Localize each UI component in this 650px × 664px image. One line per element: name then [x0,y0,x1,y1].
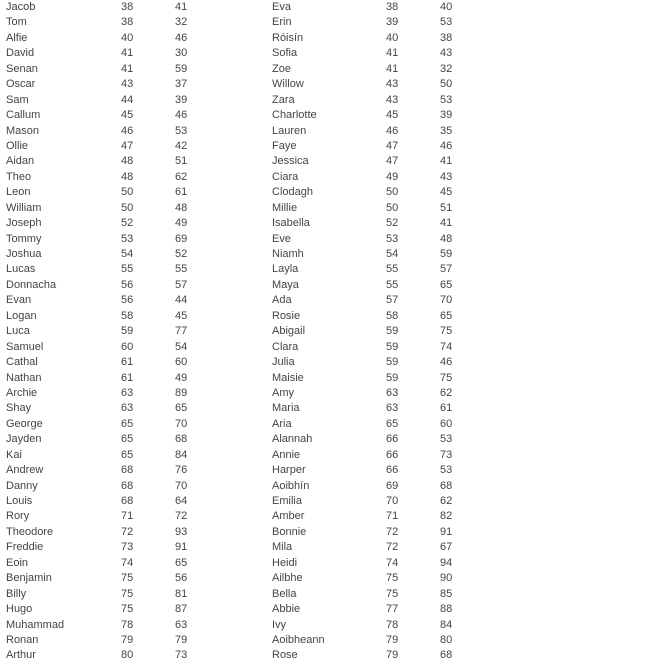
value-cell-1: 71 [121,510,134,523]
name-cell: Annie [272,448,301,461]
name-cell: Maya [272,278,299,291]
value-cell-1: 47 [386,139,399,152]
value-cell-1: 41 [121,62,134,75]
value-cell-1: 65 [121,417,134,430]
value-cell-2: 70 [440,294,453,307]
value-cell-1: 72 [386,541,399,554]
value-cell-2: 59 [440,248,453,260]
name-cell: Sofia [272,47,298,60]
value-cell-1: 46 [386,124,399,137]
value-cell-1: 55 [121,263,134,276]
name-cell: Willow [272,78,304,91]
name-cell: Andrew [6,464,44,477]
name-cell: Callum [6,109,41,122]
name-cell: Ailbhe [272,572,303,585]
name-cell: William [6,201,42,214]
value-cell-1: 59 [386,325,399,338]
value-cell-1: 73 [121,541,134,554]
value-cell-1: 54 [386,248,399,260]
name-cell: Bella [272,587,297,600]
value-cell-2: 62 [440,386,453,399]
value-cell-1: 79 [386,633,399,646]
value-cell-2: 72 [175,510,188,523]
value-cell-1: 68 [121,464,134,477]
value-cell-1: 57 [386,294,399,307]
value-cell-2: 65 [440,309,453,322]
name-cell: Faye [272,139,297,152]
name-cell: Rory [6,510,30,523]
value-cell-2: 80 [440,633,453,646]
name-cell: Danny [6,479,38,492]
value-cell-1: 65 [121,448,134,461]
value-cell-2: 73 [175,649,188,662]
value-cell-1: 59 [386,356,399,369]
name-cell: Róisín [272,31,304,44]
value-cell-2: 74 [440,340,453,353]
name-cell: Hugo [6,603,33,616]
name-cell: Theo [6,170,32,183]
value-cell-1: 59 [386,340,399,353]
value-cell-1: 54 [121,248,134,260]
name-cell: Aidan [6,155,35,168]
value-cell-1: 55 [386,278,399,291]
name-cell: Tommy [6,232,42,245]
value-cell-2: 65 [175,402,188,415]
value-cell-1: 46 [121,124,134,137]
name-cell: Benjamin [6,572,52,585]
value-cell-2: 76 [175,464,188,477]
value-cell-2: 91 [175,541,188,554]
value-cell-1: 61 [121,356,134,369]
name-cell: George [6,417,43,430]
name-cell: Julia [272,356,295,369]
name-cell: Jayden [6,433,42,446]
value-cell-1: 63 [386,402,399,415]
value-cell-1: 43 [386,78,399,91]
name-cell: Abigail [272,325,306,338]
name-cell: Heidi [272,556,298,569]
value-cell-1: 75 [121,572,134,585]
name-cell: Alfie [6,31,28,44]
value-cell-1: 53 [121,232,134,245]
value-cell-1: 68 [121,495,134,507]
name-cell: Alannah [272,433,313,446]
value-cell-2: 70 [175,417,188,430]
value-cell-2: 53 [440,464,453,477]
value-cell-2: 54 [175,340,188,353]
value-cell-1: 38 [386,1,399,13]
value-cell-1: 52 [386,217,399,230]
value-cell-2: 41 [440,155,453,168]
value-cell-2: 85 [440,587,453,600]
value-cell-1: 68 [121,479,134,492]
name-cell: Eva [272,1,291,13]
value-cell-2: 48 [440,232,453,245]
name-cell: Mila [272,541,293,554]
value-cell-1: 41 [386,62,399,75]
value-cell-2: 75 [440,325,453,338]
value-cell-1: 71 [386,510,399,523]
value-cell-1: 45 [121,109,134,122]
value-cell-2: 68 [175,433,188,446]
value-cell-1: 43 [121,78,134,91]
value-cell-2: 81 [175,587,188,600]
value-cell-1: 74 [121,556,134,569]
value-cell-2: 67 [440,541,453,554]
value-cell-1: 80 [121,649,134,662]
value-cell-1: 70 [386,495,399,507]
value-cell-1: 65 [386,417,399,430]
name-cell: Ivy [272,618,287,631]
value-cell-2: 53 [440,433,453,446]
value-cell-1: 59 [386,371,399,384]
name-cell: Emilia [272,495,302,507]
value-cell-2: 57 [440,263,453,276]
name-cell: Isabella [272,217,310,230]
name-cell: Ronan [6,633,39,646]
value-cell-1: 66 [386,448,399,461]
value-cell-2: 90 [440,572,453,585]
name-cell: Oscar [6,78,36,91]
name-cell: Charlotte [272,109,317,122]
value-cell-1: 72 [121,525,134,538]
value-cell-2: 32 [175,16,188,29]
value-cell-2: 64 [175,495,188,507]
value-cell-2: 60 [440,417,453,430]
name-cell: Bonnie [272,525,307,538]
value-cell-2: 40 [440,1,453,13]
value-cell-2: 39 [175,93,188,106]
value-cell-1: 75 [121,603,134,616]
name-cell: Evan [6,294,32,307]
value-cell-1: 79 [386,649,399,662]
value-cell-2: 51 [175,155,188,168]
value-cell-1: 47 [121,139,134,152]
name-cell: Archie [6,386,38,399]
value-cell-2: 65 [175,556,188,569]
value-cell-1: 41 [386,47,399,60]
value-cell-2: 41 [175,1,188,13]
name-cell: Erin [272,16,292,29]
value-cell-2: 68 [440,479,453,492]
value-cell-2: 46 [440,356,453,369]
value-cell-1: 50 [121,201,134,214]
value-cell-2: 94 [440,556,453,569]
name-cell: Clara [272,340,299,353]
value-cell-2: 46 [175,109,188,122]
value-cell-2: 53 [440,93,453,106]
value-cell-1: 65 [121,433,134,446]
name-cell: Niamh [272,248,304,260]
name-cell: Billy [6,587,27,600]
value-cell-2: 35 [440,124,453,137]
name-cell: Amy [272,386,294,399]
value-cell-1: 43 [386,93,399,106]
value-cell-2: 43 [440,170,453,183]
name-cell: Eve [272,232,291,245]
value-cell-2: 51 [440,201,453,214]
name-cell: Logan [6,309,37,322]
value-cell-1: 53 [386,232,399,245]
name-cell: Millie [272,201,298,214]
value-cell-1: 58 [386,309,399,322]
value-cell-1: 66 [386,464,399,477]
value-cell-1: 72 [386,525,399,538]
value-cell-2: 77 [175,325,188,338]
value-cell-2: 30 [175,47,188,60]
value-cell-2: 89 [175,386,188,399]
name-cell: Zoe [272,62,291,75]
value-cell-1: 49 [386,170,399,183]
value-cell-2: 57 [175,278,188,291]
value-cell-2: 62 [175,170,188,183]
value-cell-2: 55 [175,263,188,276]
value-cell-1: 56 [121,294,134,307]
name-cell: Eoin [6,556,29,569]
name-cell: Ada [272,294,292,307]
value-cell-1: 77 [386,603,399,616]
value-cell-1: 75 [121,587,134,600]
value-cell-2: 56 [175,572,188,585]
name-cell: Luca [6,325,30,338]
value-cell-2: 53 [175,124,188,137]
value-cell-2: 84 [175,448,188,461]
value-cell-2: 32 [440,62,453,75]
value-cell-2: 87 [175,603,188,616]
value-cell-1: 45 [386,109,399,122]
value-cell-2: 46 [440,139,453,152]
name-cell: Donnacha [6,278,57,291]
value-cell-1: 66 [386,433,399,446]
value-cell-2: 60 [175,356,188,369]
value-cell-2: 43 [440,47,453,60]
value-cell-2: 93 [175,525,188,538]
value-cell-1: 60 [121,340,134,353]
value-cell-2: 91 [440,525,453,538]
value-cell-2: 73 [440,448,453,461]
name-cell: Mason [6,124,40,137]
value-cell-2: 44 [175,294,188,307]
value-cell-1: 75 [386,587,399,600]
name-cell: Rosie [272,309,301,322]
value-cell-1: 63 [121,386,134,399]
value-cell-1: 52 [121,217,134,230]
value-cell-1: 39 [386,16,399,29]
value-cell-2: 48 [175,201,188,214]
value-cell-2: 49 [175,371,188,384]
name-cell: Joshua [6,248,42,260]
value-cell-2: 52 [175,248,188,260]
name-cell: Senan [6,62,38,75]
value-cell-1: 40 [121,31,134,44]
name-cell: Abbie [272,603,301,616]
value-cell-1: 61 [121,371,134,384]
value-cell-2: 69 [175,232,188,245]
value-cell-2: 50 [440,78,453,91]
name-cell: Aoibhín [272,479,310,492]
value-cell-2: 45 [175,309,188,322]
value-cell-1: 58 [121,309,134,322]
value-cell-2: 61 [440,402,453,415]
name-cell: Theodore [6,525,54,538]
name-cell: Zara [272,93,295,106]
name-cell: Clodagh [272,186,313,199]
name-cell: Amber [272,510,305,523]
name-cell: Maisie [272,371,304,384]
value-cell-2: 38 [440,31,453,44]
value-cell-2: 84 [440,618,453,631]
value-cell-2: 82 [440,510,453,523]
value-cell-1: 50 [386,201,399,214]
value-cell-2: 39 [440,109,453,122]
name-cell: Sam [6,93,29,106]
value-cell-2: 41 [440,217,453,230]
name-cell: Shay [6,402,32,415]
value-cell-1: 79 [121,633,134,646]
value-cell-2: 88 [440,603,453,616]
value-cell-2: 63 [175,618,188,631]
value-cell-1: 47 [386,155,399,168]
value-cell-1: 38 [121,1,134,13]
value-cell-1: 63 [121,402,134,415]
name-cell: Muhammad [6,618,65,631]
name-cell: Harper [272,464,306,477]
name-cell: Samuel [6,340,44,353]
name-cell: Cathal [6,356,38,369]
value-cell-1: 48 [121,170,134,183]
name-cell: Lucas [6,263,36,276]
value-cell-1: 74 [386,556,399,569]
value-cell-1: 50 [121,186,134,199]
value-cell-2: 53 [440,16,453,29]
name-cell: Arthur [6,649,36,662]
name-cell: Leon [6,186,31,199]
value-cell-1: 63 [386,386,399,399]
value-cell-1: 78 [386,618,399,631]
value-cell-2: 49 [175,217,188,230]
name-cell: Maria [272,402,300,415]
value-cell-1: 75 [386,572,399,585]
name-cell: Aoibheann [272,633,325,646]
name-cell: Tom [6,16,27,29]
name-cell: Ollie [6,139,29,152]
name-cell: Freddie [6,541,44,554]
name-cell: Jessica [272,155,309,168]
name-cell: Lauren [272,124,307,137]
name-cell: Kai [6,448,22,461]
value-cell-1: 48 [121,155,134,168]
value-cell-2: 61 [175,186,188,199]
name-cell: Jacob [6,1,36,13]
value-cell-1: 56 [121,278,134,291]
value-cell-1: 44 [121,93,134,106]
name-cell: Layla [272,263,299,276]
name-cell: Aria [272,417,292,430]
value-cell-1: 59 [121,325,134,338]
value-cell-2: 42 [175,139,188,152]
value-cell-2: 68 [440,649,453,662]
value-cell-1: 40 [386,31,399,44]
value-cell-2: 79 [175,633,188,646]
value-cell-1: 41 [121,47,134,60]
name-cell: Louis [6,495,33,507]
name-cell: David [6,47,35,60]
value-cell-2: 37 [175,78,188,91]
name-cell: Joseph [6,217,42,230]
value-cell-1: 38 [121,16,134,29]
value-cell-1: 69 [386,479,399,492]
name-cell: Ciara [272,170,299,183]
value-cell-2: 70 [175,479,188,492]
value-cell-1: 55 [386,263,399,276]
value-cell-1: 78 [121,618,134,631]
value-cell-1: 50 [386,186,399,199]
value-cell-2: 45 [440,186,453,199]
value-cell-2: 59 [175,62,188,75]
value-cell-2: 75 [440,371,453,384]
value-cell-2: 46 [175,31,188,44]
name-cell: Nathan [6,371,42,384]
value-cell-2: 62 [440,495,453,507]
name-cell: Rose [272,649,298,662]
value-cell-2: 65 [440,278,453,291]
